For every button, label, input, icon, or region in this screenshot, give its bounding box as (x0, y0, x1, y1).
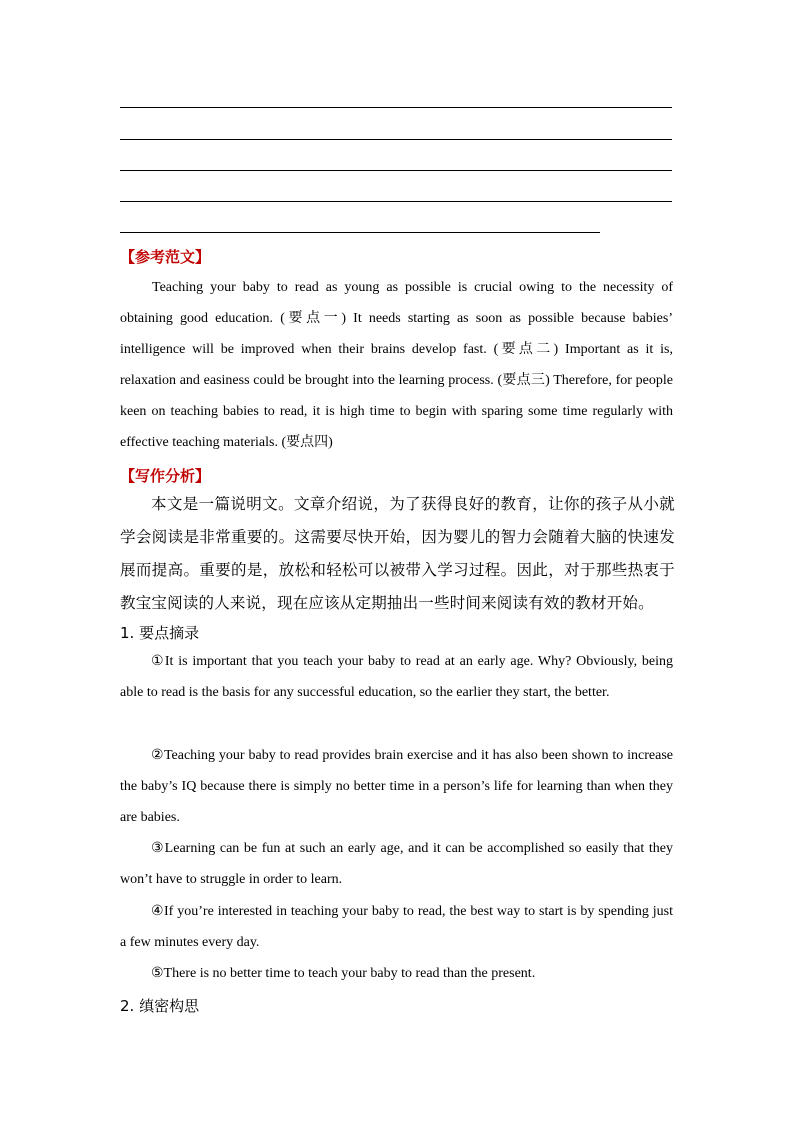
sample-essay-text (120, 272, 673, 458)
key-point-item: ③Learning can be fun at such an early age, and it can be accomplished so easily that they won’t have to struggle in order to learn. (120, 841, 673, 887)
writing-line (120, 107, 672, 108)
key-point-item: ①It is important that you teach your baby to read at an early age. Why? Obviously, being able to read is the basis for any successful education, so the earlier they start, the better. (120, 654, 673, 700)
structure-heading: 2. 缜密构思 (120, 997, 200, 1015)
sample-essay-paragraph: Teaching your baby to read as young as possible is crucial owing to the necessity of obtaining good education. (要点一) It needs starting as soon as possible because babies’ intelligence will be improved when their brains develop fast. (要点二) Important as it is, relaxation and easiness could be brought into the learning process. (要点三) Therefore, for people keen on teaching babies to read, it is high time to begin with sparing some time regularly with effective teaching materials. (要点四) (120, 280, 673, 450)
key-point-item: ⑤There is no better time to teach your baby to read than the present. (151, 966, 536, 981)
writing-line (120, 170, 672, 171)
writing-line (120, 139, 672, 140)
sample-essay-title: 【参考范文】 (120, 250, 211, 266)
key-point-item: ②Teaching your baby to read provides brain exercise and it has also been shown to increase the baby’s IQ because there is simply no better time in a person’s life for learning than when they are babies. (120, 748, 673, 825)
writing-analysis-text: 本文是一篇说明文。文章介绍说，为了获得良好的教育，让你的孩子从小就学会阅读是非常重要的。这需要尽快开始，因为婴儿的智力会随着大脑的快速发展而提高。重要的是，放松和轻松可以被带入学习过程。因此，对于那些热衷于教宝宝阅读的人来说，现在应该从定期抽出一些时间来阅读有效的教材开始。 (120, 495, 675, 612)
writing-line (120, 201, 672, 202)
key-point-item: ④If you’re interested in teaching your baby to read, the best way to start is by spending just a few minutes every day. (120, 904, 673, 950)
key-points-heading: 1. 要点摘录 (120, 624, 200, 642)
writing-analysis-title: 【写作分析】 (120, 469, 211, 485)
writing-line (120, 232, 600, 233)
